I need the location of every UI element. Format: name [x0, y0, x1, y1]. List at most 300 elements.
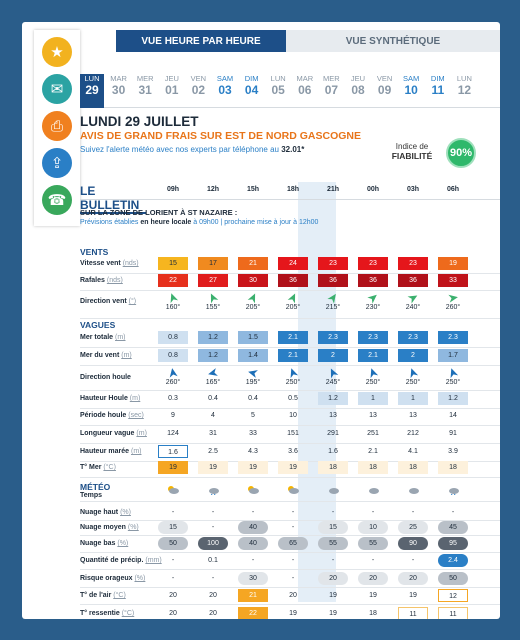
nbas-cell: 55: [358, 537, 388, 550]
day-number: 01: [165, 83, 179, 97]
label-text: Hauteur Houle: [80, 395, 128, 402]
label-text: Période houle: [80, 412, 127, 419]
direction-value: 250°: [445, 379, 461, 386]
day-number: 04: [244, 83, 259, 97]
direction-arrow-icon: [198, 292, 228, 304]
day-number: 08: [351, 83, 365, 97]
day-jeu-08[interactable]: [346, 74, 370, 108]
direction-value: 250°: [285, 379, 301, 386]
tmer-cell: 18: [438, 461, 468, 474]
unit-label: (m): [115, 334, 126, 341]
rafales-cell: 36: [318, 274, 348, 287]
nmoyen-cell: -: [291, 524, 295, 531]
label-vitesse: [80, 260, 139, 267]
label-rafales: [80, 277, 123, 284]
sun-cloud-icon: [158, 485, 188, 497]
label-tres: [80, 610, 134, 617]
hhoule-cell: 1: [398, 392, 428, 405]
tmer-cell: 19: [278, 461, 308, 474]
storm-cloud-icon: [438, 485, 468, 497]
mertot-cell: 0.8: [158, 331, 188, 344]
direction-arrow-icon: [238, 292, 268, 304]
day-name: DIM: [430, 74, 445, 83]
tair-cell: 20: [209, 592, 217, 599]
nmoyen-cell: 45: [438, 521, 468, 534]
phoule-cell: 14: [449, 412, 457, 419]
day-name: JEU: [164, 74, 179, 83]
app-frame: [22, 22, 500, 619]
day-name: DIM: [244, 74, 259, 83]
longueur-cell: 291: [327, 430, 339, 437]
hhoule-cell: 0.4: [208, 395, 218, 402]
unit-label: (nds): [122, 260, 139, 267]
phone-icon[interactable]: ☎: [42, 185, 72, 215]
day-lun-05[interactable]: [266, 74, 290, 108]
cloud-icon: [358, 485, 388, 497]
dirhoule-cell: [198, 367, 228, 386]
direction-value: 250°: [365, 379, 381, 386]
tres-cell: 19: [289, 610, 297, 617]
phoule-cell: 4: [211, 412, 215, 419]
direction-value: 260°: [445, 304, 461, 311]
view-tabs: [116, 30, 500, 52]
day-number: 30: [111, 83, 126, 97]
direction-arrow-icon: [278, 367, 308, 379]
day-name: MER: [136, 74, 154, 83]
tair-cell: 21: [238, 589, 268, 602]
tres-cell: 18: [369, 610, 377, 617]
label-dirvent: [80, 298, 136, 305]
rorage-cell: 20: [358, 572, 388, 585]
section-vagues: VAGUES: [80, 320, 116, 330]
label-dirhoule: [80, 374, 131, 381]
nhaut-cell: -: [291, 509, 295, 516]
rorage-cell: 30: [238, 572, 268, 585]
unit-label: (%): [134, 575, 146, 582]
direction-value: 260°: [165, 379, 181, 386]
cloud-icon: [318, 485, 348, 497]
row-divider: [80, 604, 500, 605]
longueur-cell: 212: [407, 430, 419, 437]
hmaree-cell: 1.6: [328, 448, 338, 455]
direction-value: 155°: [205, 304, 221, 311]
unit-label: (nds): [106, 277, 123, 284]
direction-value: 250°: [405, 379, 421, 386]
label-text: Temps: [80, 492, 103, 499]
hmaree-cell: 4.1: [408, 448, 418, 455]
day-name: SAM: [403, 74, 420, 83]
hour-label: 21h: [326, 186, 340, 193]
tmer-cell: 19: [198, 461, 228, 474]
nhaut-cell: -: [211, 509, 215, 516]
label-tmer: [80, 464, 116, 471]
label-text: Risque orageux: [80, 575, 133, 582]
hhoule-cell: 0.3: [168, 395, 178, 402]
sun-cloud-icon: [238, 485, 268, 497]
hour-label: 15h: [246, 186, 260, 193]
vitesse-cell: 23: [318, 257, 348, 270]
day-name: VEN: [376, 74, 393, 83]
dirvent-cell: [318, 292, 348, 311]
cloud-icon: [398, 485, 428, 497]
day-jeu-01[interactable]: [160, 74, 184, 108]
qprecip-cell: -: [371, 557, 375, 564]
share-icon[interactable]: ⇪: [42, 148, 72, 178]
day-dim-11[interactable]: [426, 74, 450, 108]
hmaree-cell: 2.5: [208, 448, 218, 455]
hour-label: 09h: [166, 186, 180, 193]
nbas-cell: 50: [158, 537, 188, 550]
row-divider: [80, 290, 500, 291]
nbas-cell: 55: [318, 537, 348, 550]
day-number: 09: [377, 83, 392, 97]
nmoyen-cell: 10: [358, 521, 388, 534]
tab-summary[interactable]: VUE SYNTHÉTIQUE: [286, 30, 500, 52]
direction-arrow-icon: [358, 292, 388, 304]
rorage-cell: 50: [438, 572, 468, 585]
merduvent-cell: 2: [398, 349, 428, 362]
longueur-cell: 124: [167, 430, 179, 437]
day-name: MER: [323, 74, 340, 83]
row-divider: [80, 425, 500, 426]
day-number: 29: [85, 83, 99, 97]
longueur-cell: 31: [209, 430, 217, 437]
rafales-cell: 30: [238, 274, 268, 287]
reliability-badge: 90%: [446, 138, 476, 168]
rorage-cell: -: [291, 575, 295, 582]
longueur-cell: 251: [367, 430, 379, 437]
label-text: T° Mer: [80, 464, 102, 471]
day-number: 05: [271, 83, 285, 97]
vitesse-cell: 15: [158, 257, 188, 270]
day-number: 11: [431, 83, 445, 97]
day-mer-31[interactable]: [133, 74, 157, 108]
vitesse-cell: 19: [438, 257, 468, 270]
nhaut-cell: -: [251, 509, 255, 516]
nmoyen-cell: 15: [158, 521, 188, 534]
direction-value: 245°: [325, 379, 341, 386]
forecast-info-b: en heure locale: [140, 219, 192, 226]
nbas-cell: 90: [398, 537, 428, 550]
nhaut-cell: -: [171, 509, 175, 516]
label-longueur: [80, 430, 147, 437]
unit-label: (°): [128, 298, 137, 305]
tair-cell: 20: [169, 592, 177, 599]
day-sam-03[interactable]: [213, 74, 237, 108]
merduvent-cell: 2.1: [358, 349, 388, 362]
label-text: Direction vent: [80, 298, 127, 305]
row-divider: [80, 443, 500, 444]
day-number: 03: [218, 83, 232, 97]
dirhoule-cell: [358, 367, 388, 386]
direction-arrow-icon: [438, 367, 468, 379]
rafales-cell: 27: [198, 274, 228, 287]
printer-icon[interactable]: ⎙: [42, 111, 72, 141]
merduvent-cell: 1.2: [198, 349, 228, 362]
rorage-cell: -: [171, 575, 175, 582]
nbas-cell: 95: [438, 537, 468, 550]
vitesse-cell: 23: [398, 257, 428, 270]
dirvent-cell: [238, 292, 268, 311]
direction-arrow-icon: [438, 292, 468, 304]
row-divider: [80, 569, 500, 570]
forecast-info: [80, 219, 318, 226]
tmer-cell: 18: [318, 461, 348, 474]
direction-arrow-icon: [318, 292, 348, 304]
rafales-cell: 22: [158, 274, 188, 287]
forecast-info-c: à 09h00 | prochaine mise à jour à 12h00: [193, 219, 319, 226]
dirvent-cell: [438, 292, 468, 311]
day-number: 06: [298, 83, 312, 97]
day-lun-12[interactable]: [452, 74, 476, 108]
day-mar-06[interactable]: [293, 74, 317, 108]
rorage-cell: -: [211, 575, 215, 582]
rafales-cell: 33: [438, 274, 468, 287]
tres-cell: 11: [438, 607, 468, 619]
label-text: Quantité de précip.: [80, 557, 144, 564]
nmoyen-cell: 40: [238, 521, 268, 534]
hour-label: 06h: [446, 186, 460, 193]
label-text: Nuage haut: [80, 509, 119, 516]
hmaree-cell: 4.3: [248, 448, 258, 455]
day-ven-09[interactable]: [373, 74, 397, 108]
day-number: 10: [404, 83, 418, 97]
section-vents: VENTS: [80, 247, 109, 257]
forecast-info-a: Prévisions établies: [80, 219, 139, 226]
unit-label: (m): [136, 430, 147, 437]
row-divider: [80, 501, 500, 502]
label-rorage: [80, 575, 145, 582]
merduvent-cell: 1.7: [438, 349, 468, 362]
hhoule-cell: 1.2: [438, 392, 468, 405]
phoule-cell: 5: [251, 412, 255, 419]
hhoule-cell: 1: [358, 392, 388, 405]
bulletin-title: LE BULLETIN: [80, 184, 146, 214]
label-nmoyen: [80, 524, 139, 531]
direction-arrow-icon: [318, 367, 348, 379]
vitesse-cell: 23: [358, 257, 388, 270]
direction-arrow-icon: [398, 292, 428, 304]
label-text: Rafales: [80, 277, 105, 284]
nmoyen-cell: 25: [398, 521, 428, 534]
row-divider: [80, 552, 500, 553]
qprecip-cell: -: [331, 557, 335, 564]
tair-cell: 19: [409, 592, 417, 599]
tmer-cell: 19: [238, 461, 268, 474]
mertot-cell: 1.5: [238, 331, 268, 344]
row-divider: [80, 587, 500, 588]
nbas-cell: 65: [278, 537, 308, 550]
direction-arrow-icon: [158, 367, 188, 379]
label-tair: [80, 592, 126, 599]
merduvent-cell: 2: [318, 349, 348, 362]
sun-cloud-icon: [278, 485, 308, 497]
row-divider: [80, 477, 500, 478]
mertot-cell: 2.3: [318, 331, 348, 344]
nbas-cell: 100: [198, 537, 228, 550]
reliability-prefix: Indice de: [395, 142, 429, 151]
tres-cell: 22: [238, 607, 268, 619]
label-text: Vitesse vent: [80, 260, 121, 267]
hmaree-cell: 1.6: [158, 445, 188, 458]
dirhoule-cell: [398, 367, 428, 386]
tres-cell: 20: [209, 610, 217, 617]
direction-value: 205°: [285, 304, 301, 311]
qprecip-cell: -: [171, 557, 175, 564]
vitesse-cell: 24: [278, 257, 308, 270]
nhaut-cell: -: [331, 509, 335, 516]
unit-label: (°C): [103, 464, 116, 471]
unit-label: (m): [130, 448, 142, 455]
day-name: LUN: [84, 74, 100, 83]
hour-label: 18h: [286, 186, 300, 193]
row-divider: [80, 535, 500, 536]
reliability-word: FIABILITÉ: [391, 151, 433, 161]
tmer-cell: 18: [358, 461, 388, 474]
direction-arrow-icon: [278, 292, 308, 304]
direction-value: 165°: [205, 379, 221, 386]
day-sam-10[interactable]: [399, 74, 423, 108]
day-name: JEU: [350, 74, 366, 83]
tmer-cell: 18: [398, 461, 428, 474]
hmaree-cell: 3.9: [448, 448, 458, 455]
qprecip-cell: -: [411, 557, 415, 564]
rain-cloud-icon: [198, 485, 228, 497]
dirhoule-cell: [318, 367, 348, 386]
rafales-cell: 36: [358, 274, 388, 287]
row-divider: [80, 365, 500, 366]
rafales-cell: 36: [278, 274, 308, 287]
hhoule-cell: 0.4: [248, 395, 258, 402]
label-phoule: [80, 412, 144, 419]
star-icon[interactable]: ★: [42, 37, 72, 67]
unit-label: (mm): [145, 557, 162, 564]
nmoyen-cell: -: [211, 524, 215, 531]
label-text: Nuage moyen: [80, 524, 126, 531]
label-nbas: [80, 540, 128, 547]
mertot-cell: 2.3: [358, 331, 388, 344]
longueur-cell: 151: [287, 430, 299, 437]
page-title: LUNDI 29 JUILLET: [80, 114, 199, 129]
tair-cell: 20: [289, 592, 297, 599]
day-number: 07: [324, 83, 339, 97]
direction-value: 215°: [325, 304, 341, 311]
direction-value: 240°: [405, 304, 421, 311]
day-selector: [80, 74, 500, 108]
dirhoule-cell: [278, 367, 308, 386]
main-content: [80, 64, 500, 619]
alert-phone: [80, 145, 304, 154]
tab-hourly[interactable]: VUE HEURE PAR HEURE: [116, 30, 286, 52]
dirhoule-cell: [238, 367, 268, 386]
tmer-cell: 19: [158, 461, 188, 474]
day-lun-29[interactable]: [80, 74, 104, 108]
label-qprecip: [80, 557, 162, 564]
unit-label: (°C): [113, 592, 126, 599]
unit-label: (%): [127, 524, 139, 531]
row-divider: [80, 390, 500, 391]
qprecip-cell: 0.1: [208, 557, 218, 564]
rorage-cell: 20: [398, 572, 428, 585]
direction-arrow-icon: [398, 367, 428, 379]
longueur-cell: 33: [249, 430, 257, 437]
nhaut-cell: -: [371, 509, 375, 516]
tres-cell: 19: [329, 610, 337, 617]
direction-value: 205°: [245, 304, 261, 311]
tair-cell: 19: [329, 592, 337, 599]
vitesse-cell: 21: [238, 257, 268, 270]
day-name: VEN: [190, 74, 207, 83]
label-text: T° de l'air: [80, 592, 112, 599]
merduvent-cell: 0.8: [158, 349, 188, 362]
day-number: 31: [138, 83, 152, 97]
tair-cell: 19: [369, 592, 377, 599]
zone-title: SUR LA ZONE DE LORIENT À ST NAZAIRE :: [80, 208, 238, 217]
direction-arrow-icon: [198, 367, 228, 379]
label-text: T° ressentie: [80, 610, 120, 617]
tres-cell: 20: [169, 610, 177, 617]
label-mertot: [80, 334, 126, 341]
day-mer-07[interactable]: [319, 74, 343, 108]
nbas-cell: 40: [238, 537, 268, 550]
direction-arrow-icon: [238, 367, 268, 379]
mail-icon[interactable]: ✉: [42, 74, 72, 104]
label-text: Mer du vent: [80, 352, 120, 359]
day-number: 02: [191, 83, 206, 97]
label-merduvent: [80, 352, 132, 359]
dirvent-cell: [358, 292, 388, 311]
nmoyen-cell: 15: [318, 521, 348, 534]
day-mar-30[interactable]: [107, 74, 131, 108]
hhoule-cell: 0.5: [288, 395, 298, 402]
vitesse-cell: 17: [198, 257, 228, 270]
day-name: SAM: [216, 74, 234, 83]
dirvent-cell: [158, 292, 188, 311]
direction-arrow-icon: [358, 367, 388, 379]
alert-text: Suivez l'alerte météo avec nos experts par téléphone au: [80, 145, 279, 154]
unit-label: (%): [120, 509, 131, 516]
hour-label: 12h: [206, 186, 220, 193]
phoule-cell: 13: [369, 412, 377, 419]
day-ven-02[interactable]: [186, 74, 210, 108]
merduvent-cell: 2.1: [278, 349, 308, 362]
unit-label: (°C): [121, 610, 135, 617]
longueur-cell: 91: [449, 430, 457, 437]
rafales-cell: 36: [398, 274, 428, 287]
dirhoule-cell: [158, 367, 188, 386]
dirvent-cell: [398, 292, 428, 311]
day-name: LUN: [270, 74, 286, 83]
day-name: MAR: [110, 74, 127, 83]
day-number: 12: [457, 83, 472, 97]
qprecip-cell: -: [251, 557, 255, 564]
direction-value: 160°: [165, 304, 181, 311]
label-hhoule: [80, 395, 140, 402]
dirvent-cell: [278, 292, 308, 311]
section-meteo: MÉTÉO: [80, 482, 111, 492]
dirhoule-cell: [438, 367, 468, 386]
day-dim-04[interactable]: [240, 74, 264, 108]
unit-label: (sec): [128, 412, 144, 419]
tair-cell: 12: [438, 589, 468, 602]
hour-label: 00h: [366, 186, 380, 193]
label-hmaree: [80, 448, 141, 455]
mertot-cell: 1.2: [198, 331, 228, 344]
phoule-cell: 13: [409, 412, 417, 419]
reliability-label: [382, 142, 442, 161]
unit-label: (%): [117, 540, 129, 547]
day-name: MAR: [296, 74, 314, 83]
